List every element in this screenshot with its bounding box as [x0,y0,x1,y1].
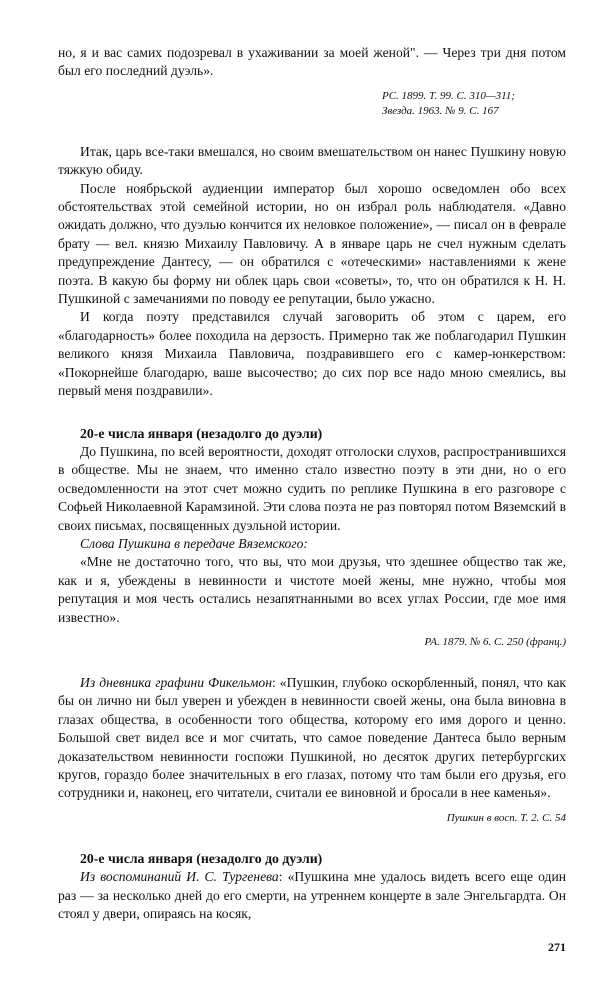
quote-paragraph: «Мне не достаточно того, что вы, что мои друзья, что здешнее общество так же, как и я, убеждены в невинности и чистоте моей жены, мне нужно, чтобы моя репутация и моя честь остались незапятнанными во всех углах России, где мое имя известно». [58,554,566,625]
source-citation [58,89,566,119]
quote-intro: Слова Пушкина в передаче Вяземского: [80,535,308,551]
paragraph-continuation: но, я и вас самих подозревал в ухаживании за моей женой". — Через три дня потом был его последний дуэль». [58,45,566,79]
diary-paragraph [58,674,566,803]
diary-source-lead: Из дневника графини Фикельмон [80,674,272,690]
paragraph: И когда поэту представился случай заговорить об этом с царем, его «благодарность» более походила на дерзость. Примерно так же поблагодарил Пушкин великого князя Михаила Павловича, поздравившего его с камер-юнкерством: «Покорнейше благодарю, ваше высочество; до сих пор все надо мною смеялись, вы первый меня поздравили». [58,309,566,399]
memoir-paragraph [58,868,566,923]
section-heading: 20-е числа января (незадолго до дуэли) [80,850,323,866]
page-number: 271 [548,940,566,954]
section-heading: 20-е числа января (незадолго до дуэли) [80,425,323,441]
paragraph: Итак, царь все-таки вмешался, но своим вмешательством он нанес Пушкину новую тяжкую обиду. [58,143,566,178]
citation-line: РС. 1899. Т. 99. С. 310—311; [382,89,515,102]
memoir-text: : «Пушкина мне удалось видеть всего еще один раз — за несколько дней до его смерти, на утреннем концерте в зале Энгельгардта. Он стоял у двери, опираясь на косяк, [58,869,567,922]
memoir-source-lead: Из воспоминаний И. С. Тургенева [80,869,279,885]
paragraph: После ноябрьской аудиенции император был хорошо осведомлен обо всех обстоятельствах этой семейной истории, но он избрал роль наблюдателя. «Давно ожидать должно, что дуэлью кончится их неловкое положение», — писал он в феврале брату — вел. князю Михаилу Павловичу. А в январе царь не счел нужным сделать предупреждение Дантесу, — он обратился с «отеческими» наставлениями к жене поэта. В какую бы форму ни облек царь свои «советы», то, что он обратился к Н. Н. Пушкиной с замечаниями по поводу ее репутации, было ужасно. [58,180,566,307]
paragraph: До Пушкина, по всей вероятности, доходят отголоски слухов, распространившихся в обществе. Мы не знаем, что именно стало известно поэту в эти дни, но о его осведомленности на этот счет можно судить по реплике Пушкина в его разговоре с Софьей Николаевной Карамзиной. Эти слова поэта не раз повторял потом Вяземский в своих письмах, посвященных дуэльной истории. [58,443,566,533]
citation-line: Звезда. 1963. № 9. С. 167 [382,104,499,117]
source-citation: РА. 1879. № 6. С. 250 (франц.) [424,635,566,648]
source-citation: Пушкин в восп. Т. 2. С. 54 [446,811,566,824]
diary-text: : «Пушкин, глубоко оскорбленный, понял, что как бы он лично ни был уверен и убежден в невинности своей жены, она была виновна в глазах общества, в особенности того общества, которому его имя дорого и ценно. Большой свет видел все и мог считать, что самое поведение Дантеса было верным доказательством невинности госпожи Пушкиной, но десяток других петербургских кругов, гораздо более значительных в его глазах, потому что там были его друзья, его сотрудники и, наконец, его читатели, считали ее виновной и бросали в нее каменья». [58,674,567,801]
